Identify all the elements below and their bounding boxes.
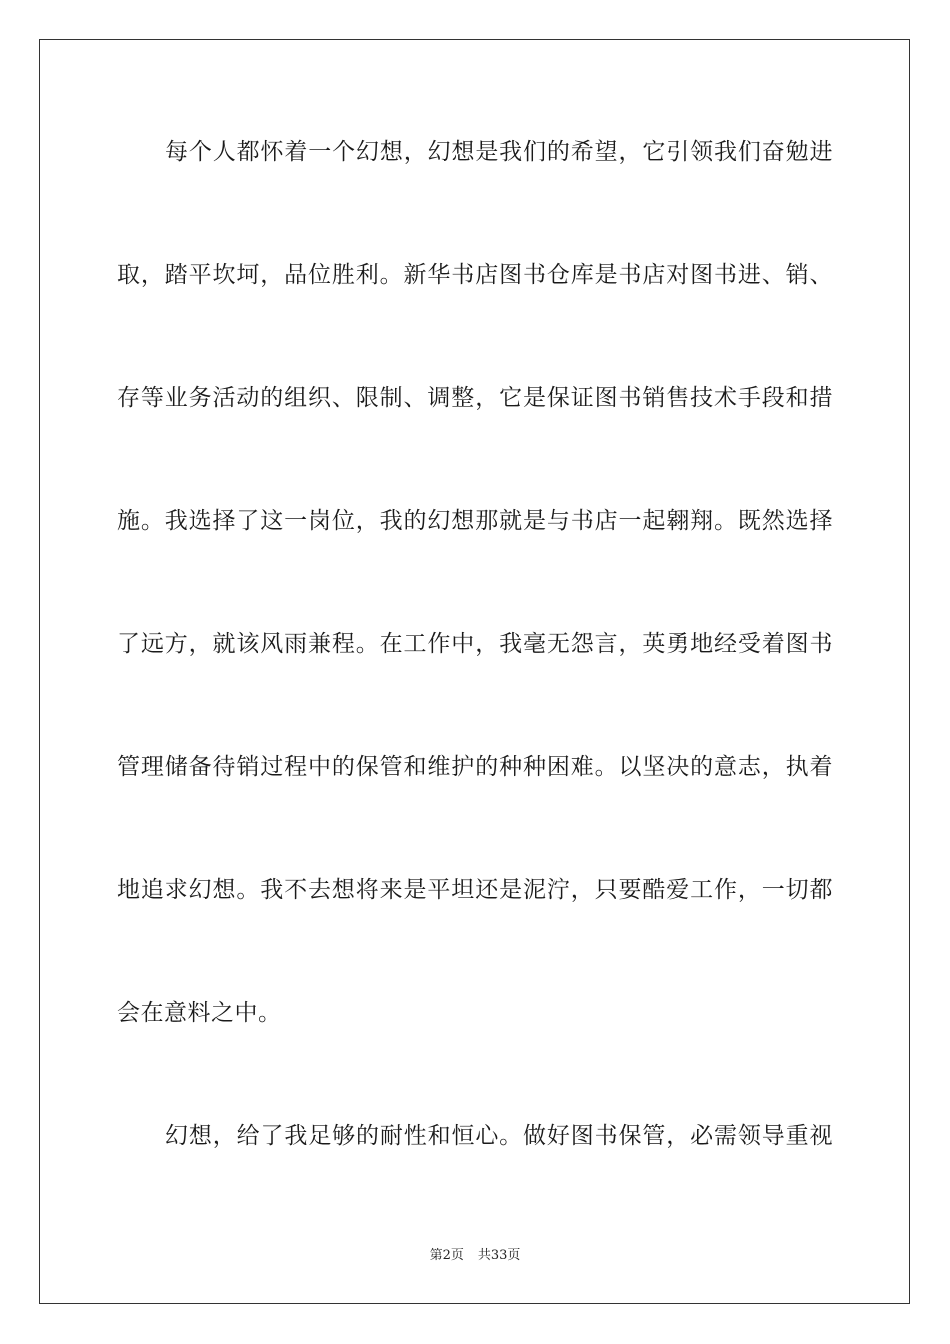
paragraph-1-line-4: 施。我选择了这一岗位，我的幻想那就是与书店一起翱翔。既然选择 [117, 508, 833, 534]
page-number: 第2页 [429, 1248, 464, 1263]
paragraph-1-line-6: 管理储备待销过程中的保管和维护的种种困难。以坚决的意志，执着 [117, 754, 833, 780]
paragraph-2-line-1: 幻想，给了我足够的耐性和恒心。做好图书保管，必需领导重视 [165, 1123, 833, 1149]
document-body [117, 120, 833, 1227]
page-footer [0, 1244, 950, 1263]
paragraph-1-line-8: 会在意料之中。 [117, 1000, 282, 1026]
paragraph-1-line-5: 了远方，就该风雨兼程。在工作中，我毫无怨言，英勇地经受着图书 [117, 631, 833, 657]
paragraph-1-line-7: 地追求幻想。我不去想将来是平坦还是泥泞，只要酷爱工作，一切都 [117, 877, 833, 903]
paragraph-1-line-2: 取，踏平坎坷，品位胜利。新华书店图书仓库是书店对图书进、销、 [117, 262, 833, 288]
page-total: 共33页 [477, 1248, 521, 1263]
paragraph-1-line-3: 存等业务活动的组织、限制、调整，它是保证图书销售技术手段和措 [117, 385, 833, 411]
paragraph-1-line-1: 每个人都怀着一个幻想，幻想是我们的希望，它引领我们奋勉进 [165, 139, 833, 165]
